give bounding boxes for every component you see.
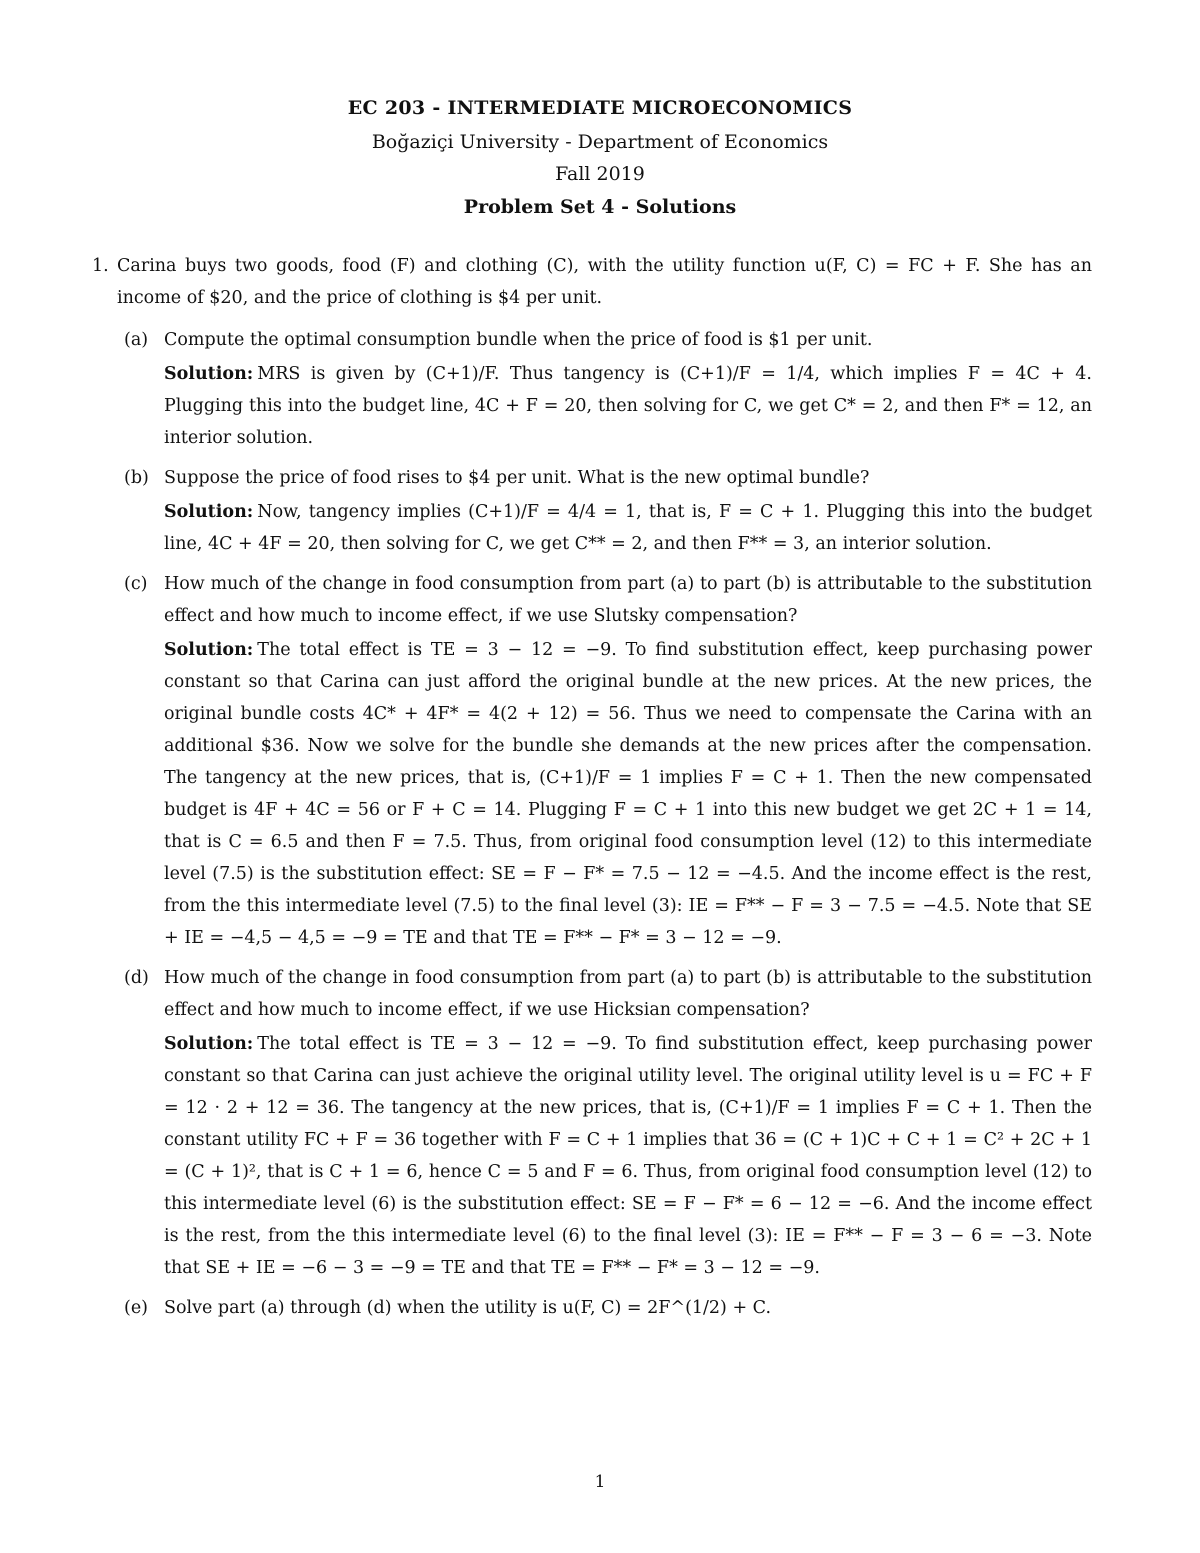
page-number: 1 <box>594 1472 606 1492</box>
solution-heading: Solution: <box>164 364 254 384</box>
solution-text: The total effect is TE = 3 − 12 = −9. To find substitution effect, keep purchasing power constant so that Carina can just achieve the original utility level. The original utility level is u = FC + F = 12 · 2 + 12 = 36. The tangency at the new prices, that is, (C+1)/F = 1 implies F = C + 1. Then the constant utility FC + F = 36 together with F = C + 1 implies that 36 = (C + 1)C + C + 1 = C² + 2C + 1 = (C + 1)², that is C + 1 = 6, hence C = 5 and F = 6. Thus, from original food consumption level (12) to this intermediate level (6) is the substitution effect: SE = F − F* = 6 − 12 = −6. And the income effect is the rest, from the this intermediate level (6) to the final level (3): IE = F** − F = 3 − 6 = −3. Note that SE + IE = −6 − 3 = −9 = TE and that TE = F** − F* = 3 − 12 = −9. <box>164 1034 1092 1278</box>
course-title: EC 203 - INTERMEDIATE MICROECONOMICS <box>347 97 853 119</box>
part-question: How much of the change in food consumption from part (a) to part (b) is attributable to the substitution effect and how much to income effect, if we use Hicksian compensation? <box>164 968 1092 1020</box>
university-line: Boğaziçi University - Department of Economics <box>371 131 829 153</box>
problem-1 <box>92 250 1092 1324</box>
part-label: (d) <box>124 968 149 988</box>
part-label: (a) <box>124 330 149 350</box>
problem-number: 1. <box>92 256 109 276</box>
part-e <box>124 1292 1092 1324</box>
part-solution <box>164 634 1092 954</box>
problem-statement: Carina buys two goods, food (F) and clothing (C), with the utility function u(F, C) = FC + F. She has an income of $20, and the price of clothing is $4 per unit. <box>117 256 1092 308</box>
part-label: (b) <box>124 468 149 488</box>
part-solution <box>164 1028 1092 1284</box>
part-solution <box>164 358 1092 454</box>
solution-text: Now, tangency implies (C+1)/F = 4/4 = 1, that is, F = C + 1. Plugging this into the budget line, 4C + 4F = 20, then solving for C, we get C** = 2, and then F** = 3, an interior solution. <box>164 502 1092 554</box>
part-a <box>124 324 1092 454</box>
part-c <box>124 568 1092 954</box>
part-question: Solve part (a) through (d) when the utility is u(F, C) = 2F^(1/2) + C. <box>164 1298 772 1318</box>
solution-heading: Solution: <box>164 640 254 660</box>
solution-heading: Solution: <box>164 1034 254 1054</box>
part-b <box>124 462 1092 560</box>
part-question: How much of the change in food consumption from part (a) to part (b) is attributable to the substitution effect and how much to income effect, if we use Slutsky compensation? <box>164 574 1092 626</box>
solution-text: The total effect is TE = 3 − 12 = −9. To find substitution effect, keep purchasing power constant so that Carina can just afford the original bundle at the new prices. At the new prices, the original bundle costs 4C* + 4F* = 4(2 + 12) = 56. Thus we need to compensate the Carina with an additional $36. Now we solve for the bundle she demands at the new prices after the compensation. The tangency at the new prices, that is, (C+1)/F = 1 implies F = C + 1. Then the new compensated budget is 4F + 4C = 56 or F + C = 14. Plugging F = C + 1 into this new budget we get 2C + 1 = 14, that is C = 6.5 and then F = 7.5. Thus, from original food consumption level (12) to this intermediate level (7.5) is the substitution effect: SE = F − F* = 7.5 − 12 = −4.5. And the income effect is the rest, from the this intermediate level (7.5) to the final level (3): IE = F** − F = 3 − 7.5 = −4.5. Note that SE + IE = −4,5 − 4,5 = −9 = TE and that TE = F** − F* = 3 − 12 = −9. <box>164 640 1092 948</box>
solution-heading: Solution: <box>164 502 254 522</box>
term-line: Fall 2019 <box>555 163 645 185</box>
part-label: (e) <box>124 1298 149 1318</box>
part-question: Compute the optimal consumption bundle when the price of food is $1 per unit. <box>164 330 873 350</box>
problem-set-title: Problem Set 4 - Solutions <box>463 196 737 218</box>
solution-text: MRS is given by (C+1)/F. Thus tangency is (C+1)/F = 1/4, which implies F = 4C + 4. Plugging this into the budget line, 4C + F = 20, then solving for C, we get C* = 2, and then F* = 12, an interior solution. <box>164 364 1092 448</box>
part-label: (c) <box>124 574 148 594</box>
part-d <box>124 962 1092 1284</box>
part-solution <box>164 496 1092 560</box>
part-question: Suppose the price of food rises to $4 per unit. What is the new optimal bundle? <box>164 468 870 488</box>
